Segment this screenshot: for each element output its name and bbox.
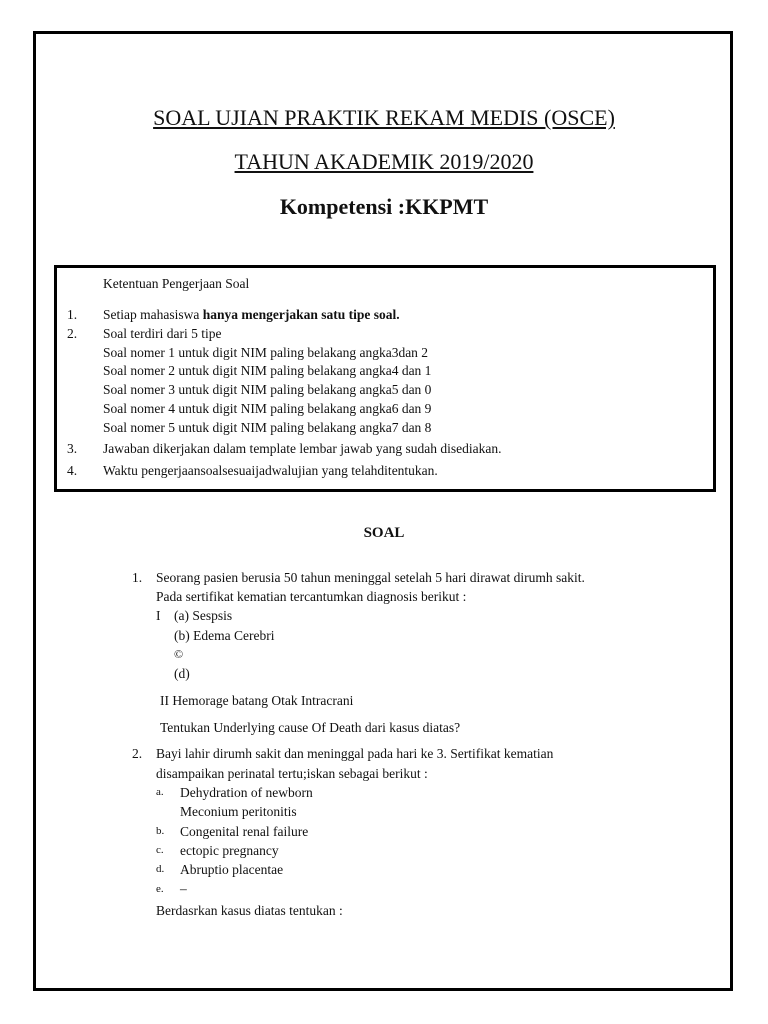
list-label: c. <box>156 844 164 856</box>
question-number: 1. <box>132 570 143 585</box>
rule-number: 2. <box>67 326 78 341</box>
list-item: Congenital renal failure <box>180 824 309 839</box>
rule-subitem: Soal nomer 5 untuk digit NIM paling belakang angka7 dan 8 <box>103 420 432 435</box>
list-item: ectopic pregnancy <box>180 843 279 858</box>
list-item: Abruptio placentae <box>180 862 284 877</box>
question-text: disampaikan perinatal tertu;iskan sebagai berikut : <box>156 766 428 781</box>
page-border <box>33 31 733 991</box>
rule-subitem: Soal nomer 1 untuk digit NIM paling belakang angka3dan 2 <box>103 345 429 360</box>
list-item: Dehydration of newborn <box>180 785 313 800</box>
rule-text <box>103 307 400 323</box>
list-label: a. <box>156 786 164 798</box>
question-text: Pada sertifikat kematian tercantumkan diagnosis berikut : <box>156 589 467 604</box>
rule-subitem: Soal nomer 4 untuk digit NIM paling belakang angka6 dan 9 <box>103 401 432 416</box>
rule-text-prefix: Setiap mahasiswa <box>103 307 203 322</box>
question-text: Bayi lahir dirumh sakit dan meninggal pada hari ke 3. Sertifikat kematian <box>156 746 554 761</box>
rule-number: 4. <box>67 463 78 478</box>
rules-box <box>54 265 716 492</box>
rule-text: Waktu pengerjaansoalsesuaijadwalujian yang telahditentukan. <box>103 463 438 478</box>
rule-number: 1. <box>67 307 78 322</box>
rule-subitem: Soal nomer 2 untuk digit NIM paling belakang angka4 dan 1 <box>103 363 432 378</box>
question-prompt: Tentukan Underlying cause Of Death dari kasus diatas? <box>160 720 461 735</box>
rules-heading: Ketentuan Pengerjaan Soal <box>103 276 250 291</box>
question-number: 2. <box>132 746 143 761</box>
diagnosis-line: (b) Edema Cerebri <box>174 628 275 643</box>
question-closing: Berdasrkan kasus diatas tentukan : <box>156 903 343 918</box>
diagnosis-line: (d) <box>174 666 190 681</box>
rule-text: Soal terdiri dari 5 tipe <box>103 326 222 341</box>
document-title: SOAL UJIAN PRAKTIK REKAM MEDIS (OSCE) <box>153 105 615 130</box>
list-item: – <box>180 881 187 896</box>
list-item: Meconium peritonitis <box>180 804 297 819</box>
soal-heading: SOAL <box>363 525 405 541</box>
list-label: b. <box>156 825 165 837</box>
competency-title: Kompetensi :KKPMT <box>279 194 489 219</box>
list-label: d. <box>156 863 165 875</box>
copyright-icon: © <box>174 647 184 661</box>
rule-text-emphasis: hanya mengerjakan satu tipe soal. <box>202 307 400 322</box>
rule-subitem: Soal nomer 3 untuk digit NIM paling belakang angka5 dan 0 <box>103 382 432 397</box>
diagnosis-part-label: I <box>156 608 161 623</box>
list-label: e. <box>156 883 164 895</box>
rule-number: 3. <box>67 441 78 456</box>
diagnosis-part-two: II Hemorage batang Otak Intracrani <box>160 693 354 708</box>
diagnosis-line: (a) Sespsis <box>174 608 233 623</box>
question-text: Seorang pasien berusia 50 tahun meninggal setelah 5 hari dirawat dirumh sakit. <box>156 570 585 585</box>
academic-year-title: TAHUN AKADEMIK 2019/2020 <box>234 149 534 174</box>
rule-text: Jawaban dikerjakan dalam template lembar jawab yang sudah disediakan. <box>103 441 502 456</box>
